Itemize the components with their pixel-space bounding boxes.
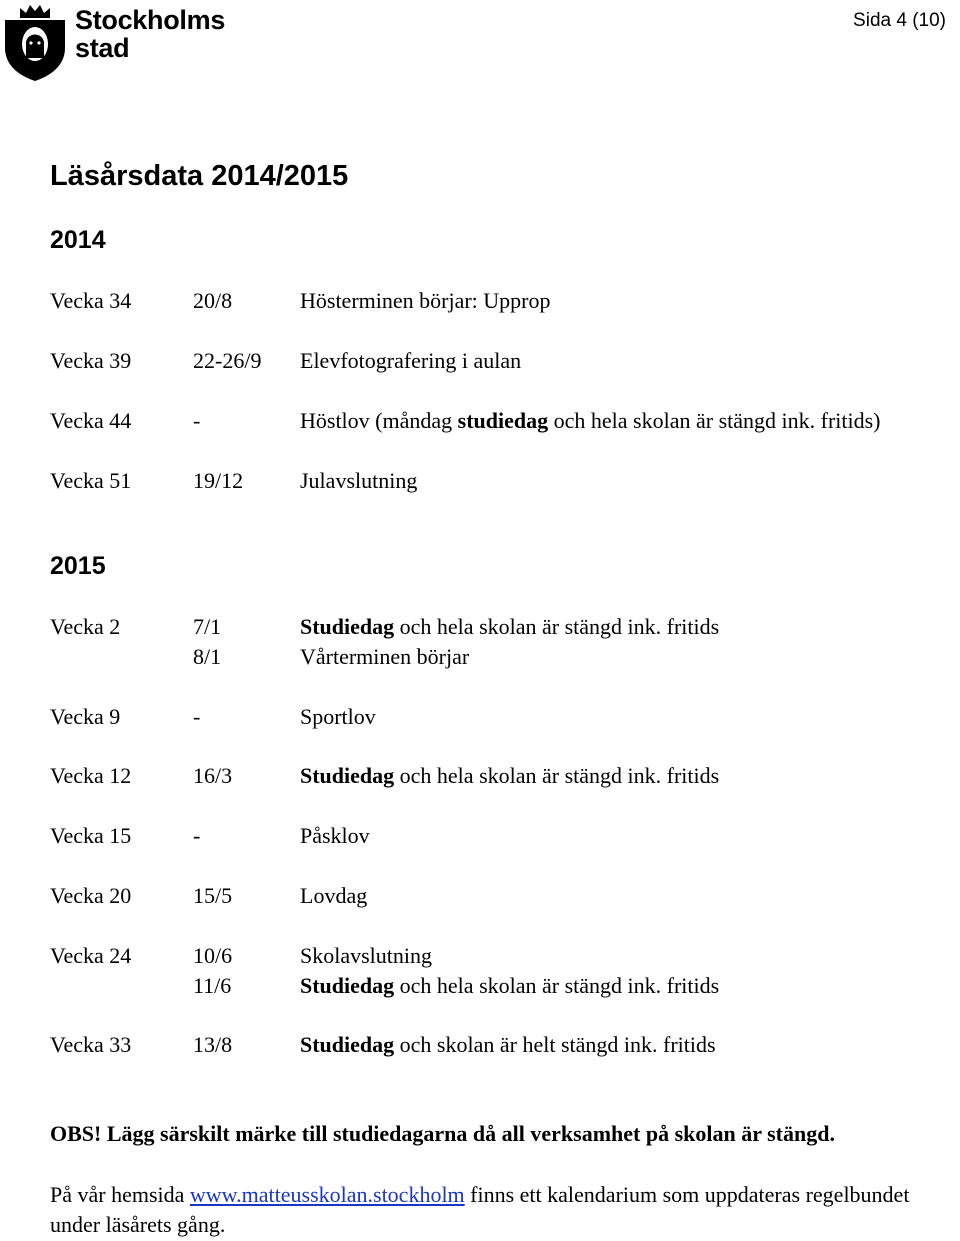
year-heading-2015: 2015 xyxy=(50,552,106,580)
event-description xyxy=(300,406,881,436)
event-text: Påsklov xyxy=(300,823,370,848)
week-label: Vecka 51 xyxy=(50,468,132,493)
event-text: och hela skolan är stängd ink. fritids xyxy=(394,763,720,788)
footer-after: finns ett kalendarium som uppdateras regelbundet under läsårets gång. xyxy=(50,1182,910,1237)
city-crest-icon xyxy=(2,2,68,82)
event-emphasis: studiedag xyxy=(457,408,549,433)
date-label: 7/1 xyxy=(193,614,222,639)
date-label: 19/12 xyxy=(193,468,244,493)
week-label: Vecka 9 xyxy=(50,704,121,729)
event-prefix: Höstlov (måndag xyxy=(300,408,458,433)
event-text: Julavslutning xyxy=(300,468,418,493)
event-description xyxy=(300,941,432,971)
event-description xyxy=(300,346,521,376)
event-emphasis: Studiedag xyxy=(300,614,395,639)
event-description xyxy=(300,881,367,911)
week-label: Vecka 39 xyxy=(50,348,132,373)
date-label: - xyxy=(193,408,201,433)
event-description xyxy=(300,821,370,851)
date-label: 20/8 xyxy=(193,288,233,313)
event-text: Vårterminen börjar xyxy=(300,644,470,669)
date-label: 16/3 xyxy=(193,763,233,788)
year-heading-2014: 2014 xyxy=(50,226,106,254)
event-text: och hela skolan är stängd ink. fritids) xyxy=(548,408,881,433)
event-text: Lovdag xyxy=(300,883,368,908)
event-description xyxy=(300,761,719,791)
date-label: 11/6 xyxy=(193,973,232,998)
footer-text xyxy=(50,1180,930,1240)
logo-wordmark: Stockholms stad xyxy=(75,5,226,63)
date-label: 8/1 xyxy=(193,644,222,669)
week-label: Vecka 24 xyxy=(50,943,132,968)
week-label: Vecka 44 xyxy=(50,408,132,433)
event-description xyxy=(300,612,719,642)
week-label: Vecka 20 xyxy=(50,883,132,908)
event-text: och hela skolan är stängd ink. fritids xyxy=(394,973,720,998)
week-label: Vecka 34 xyxy=(50,288,132,313)
event-description xyxy=(300,286,551,316)
event-description xyxy=(300,702,376,732)
date-label: 10/6 xyxy=(193,943,233,968)
event-description xyxy=(300,971,719,1001)
date-label: 13/8 xyxy=(193,1032,233,1057)
date-label: - xyxy=(193,823,201,848)
event-emphasis: Studiedag xyxy=(300,973,395,998)
page-number: Sida 4 (10) xyxy=(853,10,946,31)
page-title: Läsårsdata 2014/2015 xyxy=(50,160,349,192)
event-text: och skolan är helt stängd ink. fritids xyxy=(394,1032,716,1057)
event-description xyxy=(300,1030,716,1060)
week-label: Vecka 2 xyxy=(50,614,121,639)
week-label: Vecka 12 xyxy=(50,763,132,788)
event-text: Sportlov xyxy=(300,704,376,729)
footer-before: På vår hemsida xyxy=(50,1182,190,1207)
date-label: 22-26/9 xyxy=(193,348,262,373)
event-text: Elevfotografering i aulan xyxy=(300,348,522,373)
week-label: Vecka 33 xyxy=(50,1032,132,1057)
event-emphasis: Studiedag xyxy=(300,763,395,788)
event-text: Hösterminen börjar: Upprop xyxy=(300,288,551,313)
date-label: 15/5 xyxy=(193,883,233,908)
week-label: Vecka 15 xyxy=(50,823,132,848)
event-text: och hela skolan är stängd ink. fritids xyxy=(394,614,720,639)
obs-notice: OBS! Lägg särskilt märke till studiedagarna då all verksamhet på skolan är stängd. xyxy=(50,1121,835,1146)
stockholms-stad-logo xyxy=(0,0,240,84)
date-label: - xyxy=(193,704,201,729)
event-emphasis: Studiedag xyxy=(300,1032,395,1057)
website-link[interactable]: www.matteusskolan.stockholm xyxy=(189,1182,465,1207)
event-text: Skolavslutning xyxy=(300,943,433,968)
event-description xyxy=(300,642,469,672)
event-description xyxy=(300,466,417,496)
